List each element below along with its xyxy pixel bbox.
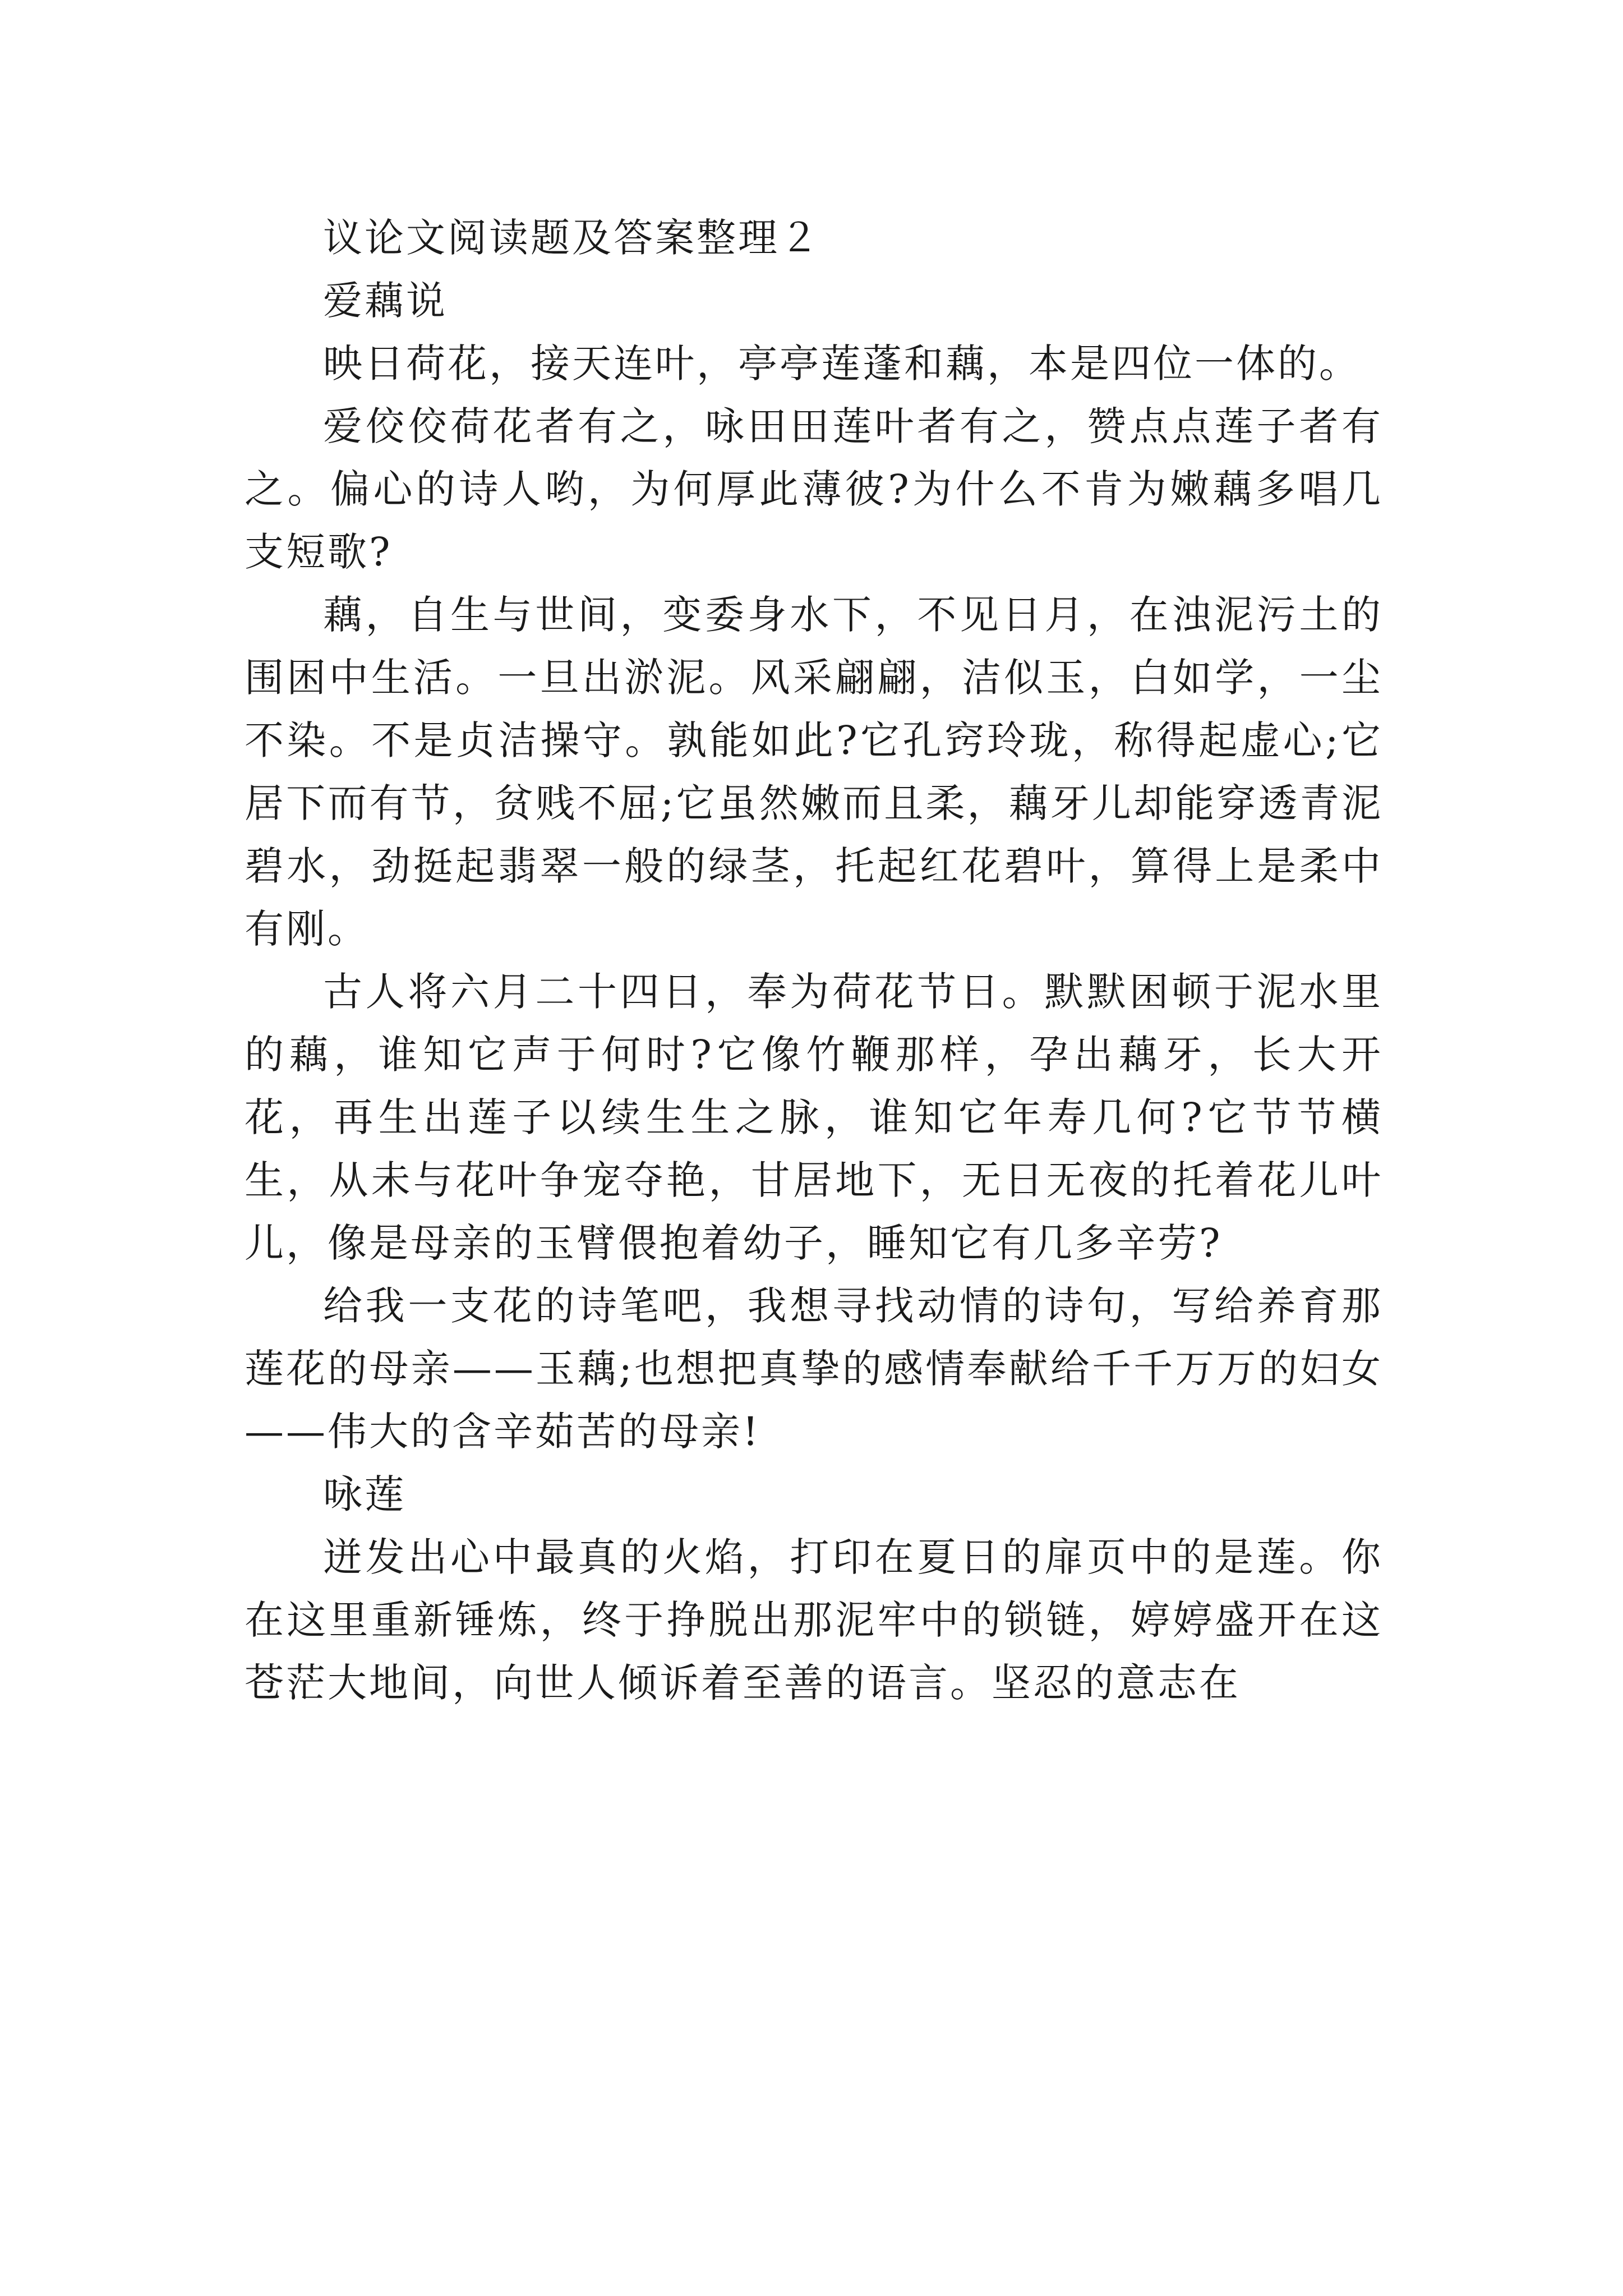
document-body <box>245 206 1383 1714</box>
section-heading-ai-ou-shuo: 爱藕说 <box>323 278 448 324</box>
paragraph: 古人将六月二十四日，奉为荷花节日。默默困顿于泥水里的藕，谁知它声于何时?它像竹鞭那样，孕出藕牙，长大开花，再生出莲子以续生生之脉，谁知它年寿几何?它节节横生，从未与花叶争宠夺艳，甘居地下，无日无夜的托着花儿叶儿，像是母亲的玉臂偎抱着幼子，睡知它有几多辛劳? <box>245 969 1383 1266</box>
paragraph: 藕，自生与世间，变委身水下，不见日月，在浊泥污土的围困中生活。一旦出淤泥。风采翩翩，洁似玉，白如学，一尘不染。不是贞洁操守。孰能如此?它孔窍玲珑，称得起虚心;它居下而有节，贫贱不屈;它虽然嫩而且柔，藕牙儿却能穿透青泥碧水，劲挺起翡翠一般的绿茎，托起红花碧叶，算得上是柔中有刚。 <box>245 592 1383 952</box>
paragraph: 爱佼佼荷花者有之，咏田田莲叶者有之，赞点点莲子者有之。偏心的诗人哟，为何厚此薄彼?为什么不肯为嫩藕多唱几支短歌? <box>245 403 1383 575</box>
section-heading-yong-lian: 咏莲 <box>323 1471 406 1517</box>
paragraph: 映日荷花，接天连叶，亭亭莲蓬和藕，本是四位一体的。 <box>323 341 1361 386</box>
paragraph: 给我一支花的诗笔吧，我想寻找动情的诗句，写给养育那莲花的母亲——玉藕;也想把真挚的感情奉献给千千万万的妇女——伟大的含辛茹苦的母亲! <box>245 1283 1383 1455</box>
paragraph: 迸发出心中最真的火焰，打印在夏日的扉页中的是莲。你在这里重新锤炼，终于挣脱出那泥牢中的锁链，婷婷盛开在这苍茫大地间，向世人倾诉着至善的语言。坚忍的意志在 <box>245 1534 1383 1706</box>
document-title: 议论文阅读题及答案整理２ <box>323 215 821 261</box>
